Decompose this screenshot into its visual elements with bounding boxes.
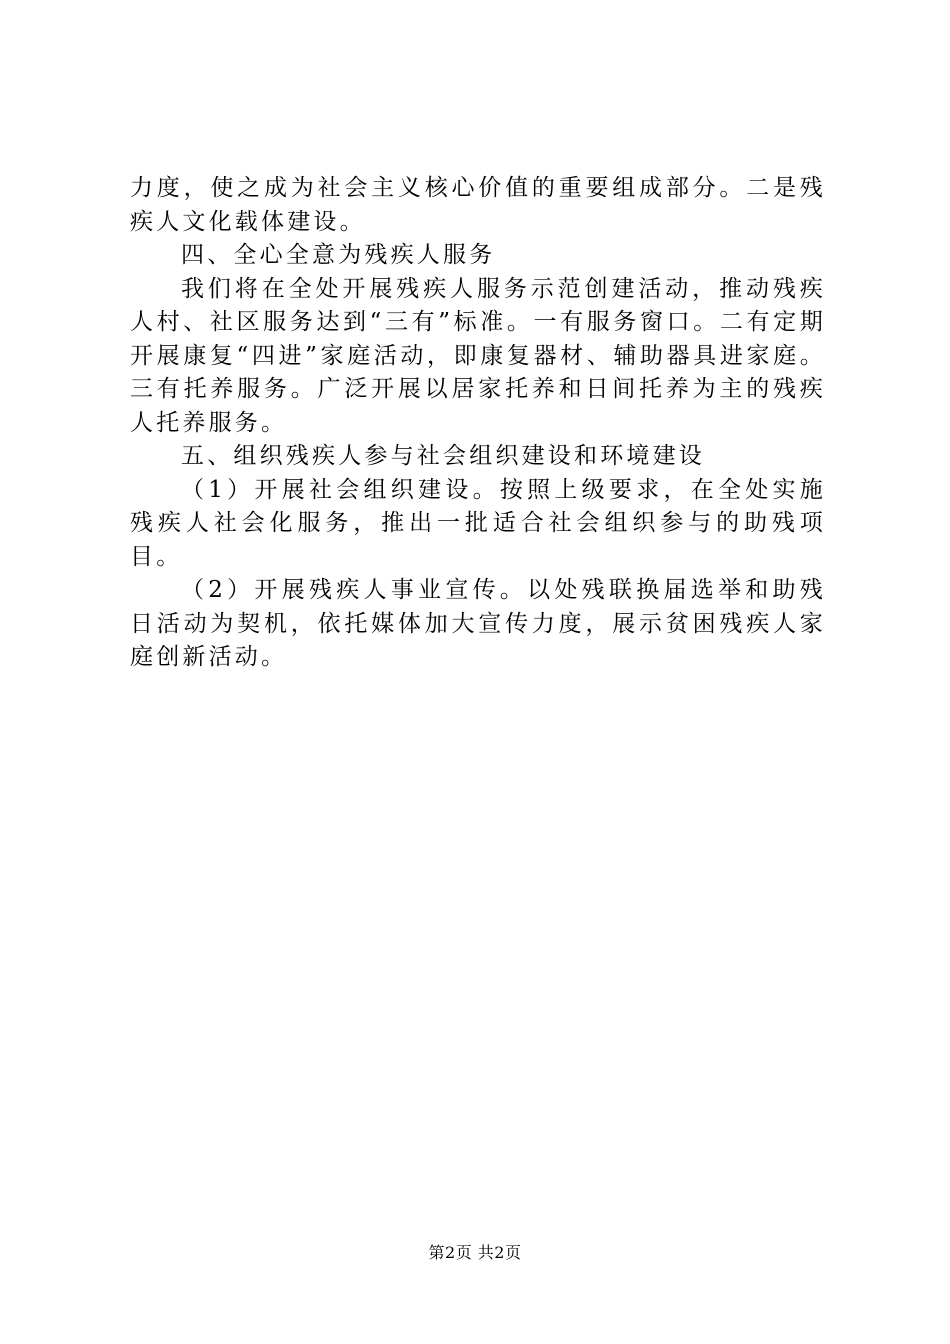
- page-number: 第2页: [428, 1243, 473, 1262]
- page-footer: [0, 1243, 950, 1263]
- paragraph-service: 我们将在全处开展残疾人服务示范创建活动，推动残疾人村、社区服务达到“三有”标准。一有服务窗口。二有定期开展康复“四进”家庭活动，即康复器材、辅助器具进家庭。三有托养服务。广泛开展以居家托养和日间托养为主的残疾人托养服务。: [130, 275, 826, 436]
- section-heading-four: 四、全心全意为残疾人服务: [181, 242, 496, 268]
- paragraph-continuation: 力度，使之成为社会主义核心价值的重要组成部分。二是残疾人文化载体建设。: [130, 175, 826, 235]
- document-body: [130, 172, 826, 675]
- section-heading-five: 五、组织残疾人参与社会组织建设和环境建设: [181, 443, 705, 469]
- paragraph-item-1: （1）开展社会组织建设。按照上级要求，在全处实施残疾人社会化服务，推出一批适合社会组织参与的助残项目。: [130, 476, 826, 570]
- paragraph-item-2: （2）开展残疾人事业宣传。以处残联换届选举和助残日活动为契机，依托媒体加大宣传力度，展示贫困残疾人家庭创新活动。: [130, 577, 826, 670]
- page-total: 共2页: [477, 1243, 522, 1262]
